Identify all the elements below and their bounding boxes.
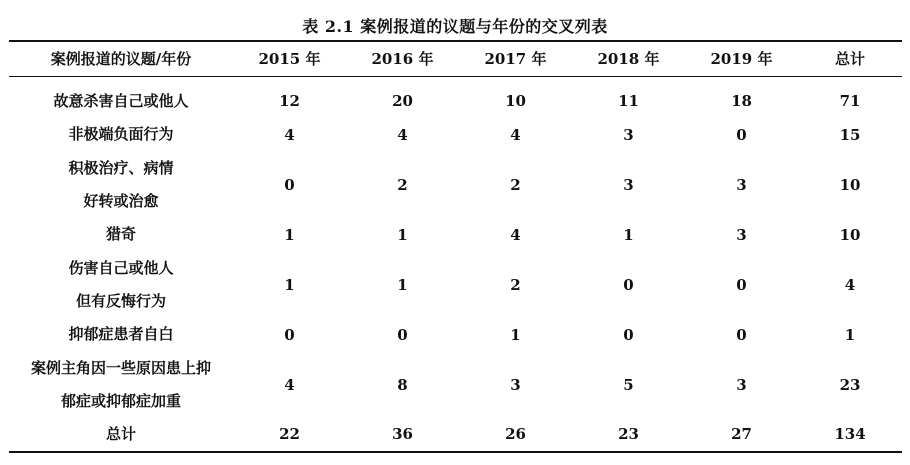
year-count-cell: 1 [397,225,408,244]
table-row [9,318,902,352]
crosstab-table [9,40,902,453]
header-total: 总计 [798,41,902,76]
year-count-cell: 1 [623,225,634,244]
year-count-cell: 0 [736,325,747,344]
row-category-line: 案例主角因一些原因患上抑 [30,358,211,377]
year-count-cell: 20 [392,92,413,110]
table-row [9,218,902,252]
year-count-cell: 11 [618,92,639,110]
table-caption: 表 2.1 案例报道的议题与年份的交叉列表 [302,17,608,36]
table-row [9,252,902,318]
table-row [9,76,902,118]
row-category-line: 积极治疗、病情 [68,158,174,177]
year-count-cell: 4 [284,125,295,144]
year-count-cell: 3 [623,125,634,144]
header-2017: 2017 年 [459,41,572,76]
row-category-line: 但有反悔行为 [75,291,166,310]
header-row [9,41,902,76]
row-total-cell: 10 [839,225,861,244]
year-count-cell: 12 [279,92,300,110]
table-row [9,352,902,418]
row-category-line: 非极端负面行为 [68,125,174,143]
year-count-cell: 5 [623,375,634,394]
row-category-line: 总计 [105,424,136,443]
header-category: 案例报道的议题/年份 [9,41,233,76]
row-category-line: 郁症或抑郁症加重 [60,391,181,410]
row-total-cell: 1 [844,325,856,344]
year-count-cell: 10 [505,92,526,110]
table-row [9,418,902,452]
year-count-cell: 23 [572,418,685,452]
row-total-cell: 15 [839,125,861,144]
year-count-cell: 0 [736,125,747,144]
year-count-cell: 4 [510,125,521,144]
year-count-cell: 3 [510,375,521,394]
row-category-line: 故意杀害自己或他人 [53,91,189,110]
row-category [9,152,233,218]
row-category [9,218,233,252]
year-count-cell: 1 [397,275,408,294]
year-count-cell: 36 [346,418,459,452]
row-total-cell: 71 [839,92,861,110]
row-total-cell: 23 [839,375,861,394]
year-count-cell: 0 [284,175,295,194]
year-count-cell: 8 [397,375,408,394]
year-count-cell: 0 [397,325,408,344]
year-count-cell: 3 [736,225,747,244]
row-category-line: 猎奇 [105,225,136,243]
row-category [9,252,233,318]
year-count-cell: 0 [623,325,634,344]
header-2015: 2015 年 [233,41,346,76]
year-count-cell: 18 [731,92,752,110]
row-category [9,118,233,152]
year-count-cell: 0 [736,275,747,294]
year-count-cell: 1 [510,325,521,344]
year-count-cell: 2 [510,275,521,294]
header-2019: 2019 年 [685,41,798,76]
table-row [9,118,902,152]
year-count-cell: 1 [284,275,295,294]
row-category-line: 好转或治愈 [83,191,159,210]
year-count-cell: 26 [459,418,572,452]
row-total-cell: 10 [839,175,861,194]
year-count-cell: 0 [623,275,634,294]
year-count-cell: 27 [685,418,798,452]
year-count-cell: 22 [233,418,346,452]
year-count-cell: 2 [510,175,521,194]
year-count-cell: 2 [397,175,408,194]
year-count-cell: 4 [284,375,295,394]
header-2018: 2018 年 [572,41,685,76]
year-count-cell: 4 [397,125,408,144]
row-total-cell: 4 [844,275,856,294]
table-body [9,76,902,452]
year-count-cell: 3 [736,175,747,194]
year-count-cell: 3 [623,175,634,194]
year-count-cell: 4 [510,225,521,244]
row-category [9,76,233,118]
year-count-cell: 1 [284,225,295,244]
row-category-line: 伤害自己或他人 [68,258,174,277]
row-category-line: 抑郁症患者自白 [68,325,174,343]
row-category [9,352,233,418]
year-count-cell: 3 [736,375,747,394]
header-2016: 2016 年 [346,41,459,76]
row-total-cell: 134 [798,418,902,452]
year-count-cell: 0 [284,325,295,344]
table-row [9,152,902,218]
row-category [9,418,233,452]
row-category [9,318,233,352]
